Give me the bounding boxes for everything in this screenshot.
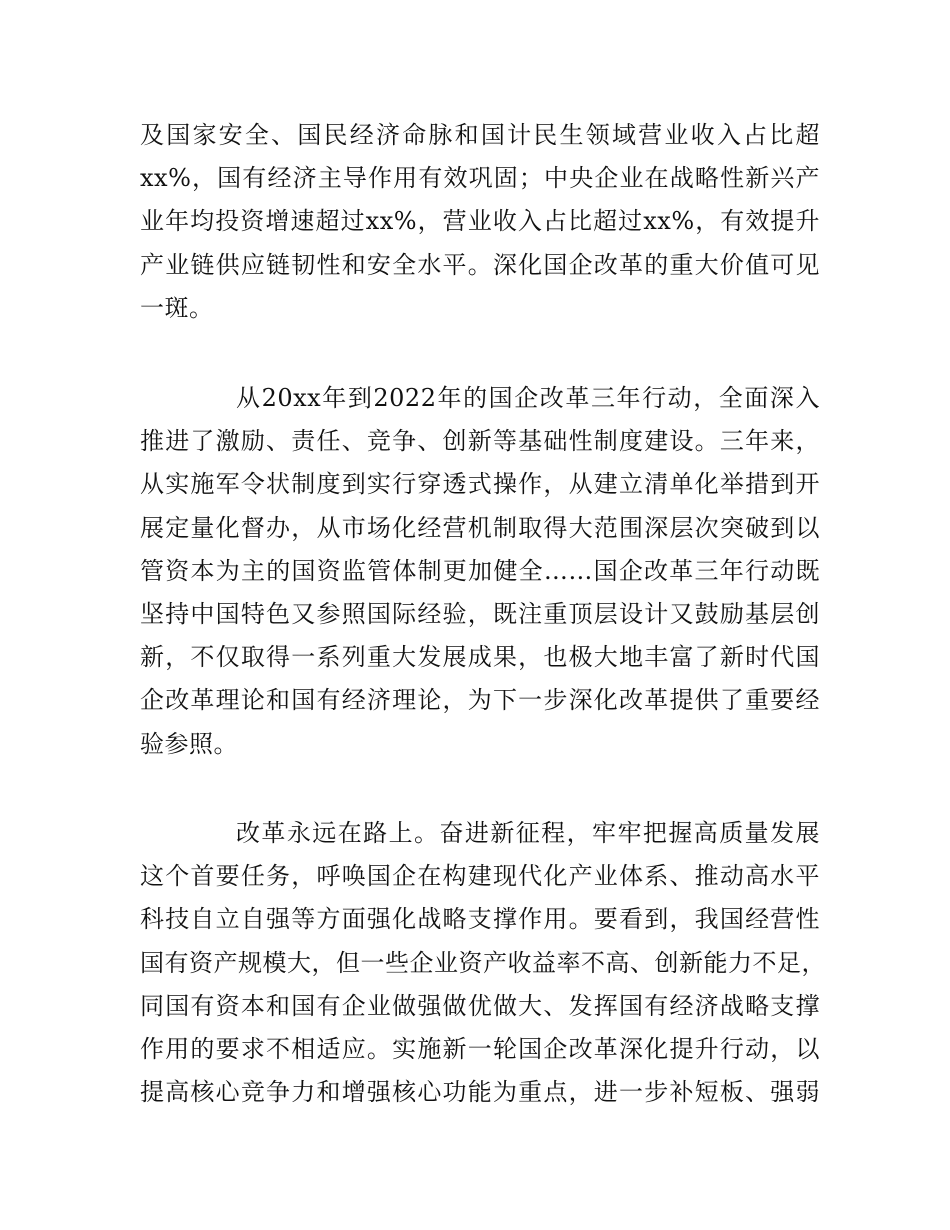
paragraph-line: 科技自立自强等方面强化战略支撑作用。要看到，我国经营性 xyxy=(140,905,820,934)
paragraph-1 xyxy=(140,114,820,330)
paragraph-line: 产业链供应链韧性和安全水平。深化国企改革的重大价值可见 xyxy=(140,250,820,279)
paragraph-line: 从实施军令状制度到实行穿透式操作，从建立清单化举措到开 xyxy=(140,470,820,499)
paragraph-line: 管资本为主的国资监管体制更加健全……国企改革三年行动既 xyxy=(140,556,820,585)
paragraph-line: 作用的要求不相适应。实施新一轮国企改革深化提升行动，以 xyxy=(140,1034,820,1063)
paragraph-line: 提高核心竞争力和增强核心功能为重点，进一步补短板、强弱 xyxy=(140,1078,820,1107)
paragraph-3 xyxy=(140,812,826,1114)
paragraph-line: 同国有资本和国有企业做强做优做大、发挥国有经济战略支撑 xyxy=(140,991,820,1020)
paragraph-line: xx%，国有经济主导作用有效巩固；中央企业在战略性新兴产 xyxy=(140,164,820,193)
paragraph-line: 从20xx年到2022年的国企改革三年行动，全面深入 xyxy=(236,384,820,412)
paragraph-line: 新，不仅取得一系列重大发展成果，也极大地丰富了新时代国 xyxy=(140,643,820,672)
paragraph-line: 改革永远在路上。奋进新征程，牢牢把握高质量发展 xyxy=(236,819,820,847)
paragraph-line: 及国家安全、国民经济命脉和国计民生领域营业收入占比超 xyxy=(140,121,820,149)
paragraph-line: 推进了激励、责任、竞争、创新等基础性制度建设。三年来， xyxy=(140,427,820,456)
paragraph-line: 坚持中国特色又参照国际经验，既注重顶层设计又鼓励基层创 xyxy=(140,599,820,628)
paragraph-line: 国有资产规模大，但一些企业资产收益率不高、创新能力不足， xyxy=(140,948,826,977)
paragraph-line: 企改革理论和国有经济理论，为下一步深化改革提供了重要经 xyxy=(140,686,820,715)
paragraph-2 xyxy=(140,377,820,766)
paragraph-line: 验参照。 xyxy=(140,729,238,758)
paragraph-line: 展定量化督办，从市场化经营机制取得大范围深层次突破到以 xyxy=(140,513,820,542)
paragraph-line: 业年均投资增速超过xx%，营业收入占比超过xx%，有效提升 xyxy=(140,207,820,236)
paragraph-line: 一斑。 xyxy=(140,293,214,322)
paragraph-line: 这个首要任务，呼唤国企在构建现代化产业体系、推动高水平 xyxy=(140,862,820,891)
